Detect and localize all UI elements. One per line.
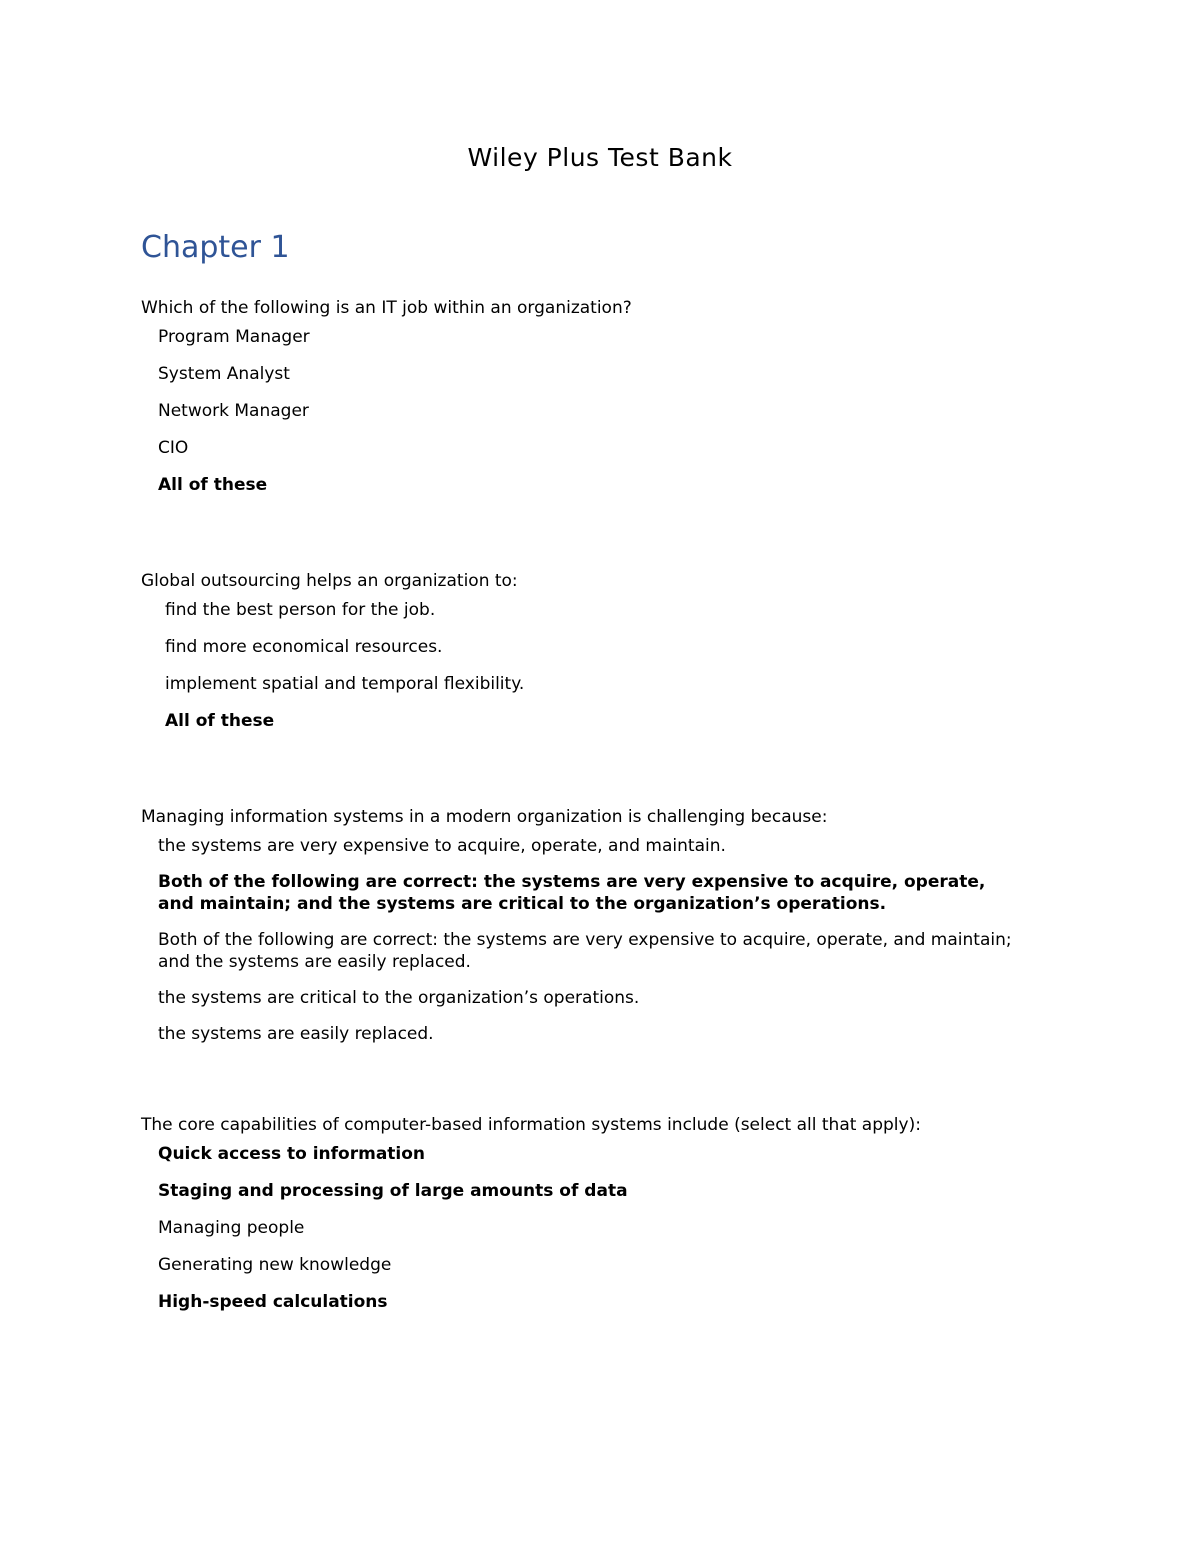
document-title: Wiley Plus Test Bank: [467, 143, 733, 172]
correct-answer-option: Both of the following are correct: the systems are very expensive to acquire, operate, and maintain; and the systems are critical to the organization’s operations.: [158, 872, 986, 914]
answer-option: the systems are easily replaced.: [158, 1024, 434, 1044]
correct-answer-option: High-speed calculations: [158, 1292, 388, 1312]
answer-option: find the best person for the job.: [165, 600, 436, 620]
correct-answer-option: All of these: [158, 475, 268, 495]
answer-option: Managing people: [158, 1218, 305, 1238]
option-list: [158, 1143, 1041, 1313]
answer-option: Both of the following are correct: the systems are very expensive to acquire, operate, and maintain; and the systems are easily replaced.: [158, 930, 1012, 972]
answer-option: the systems are very expensive to acquire, operate, and maintain.: [158, 836, 726, 856]
question-block: [141, 806, 1041, 1059]
question-block: [141, 570, 1041, 747]
option-list: [158, 326, 1041, 496]
answer-option: System Analyst: [158, 364, 290, 384]
answer-option: Program Manager: [158, 327, 310, 347]
question-block: [141, 1114, 1041, 1328]
option-list: [165, 599, 1041, 732]
question-text: The core capabilities of computer-based information systems include (select all that apply):: [141, 1115, 921, 1135]
question-text: Global outsourcing helps an organization to:: [141, 571, 518, 591]
correct-answer-option: Quick access to information: [158, 1144, 426, 1164]
answer-option: Generating new knowledge: [158, 1255, 392, 1275]
answer-option: CIO: [158, 438, 189, 458]
correct-answer-option: Staging and processing of large amounts of data: [158, 1181, 628, 1201]
question-text: Which of the following is an IT job within an organization?: [141, 298, 632, 318]
answer-option: Network Manager: [158, 401, 309, 421]
correct-answer-option: All of these: [165, 711, 275, 731]
answer-option: find more economical resources.: [165, 637, 443, 657]
chapter-heading: Chapter 1: [141, 230, 290, 265]
question-text: Managing information systems in a modern organization is challenging because:: [141, 807, 828, 827]
option-list: [158, 835, 1018, 1045]
question-block: [141, 297, 1041, 511]
answer-option: the systems are critical to the organization’s operations.: [158, 988, 640, 1008]
answer-option: implement spatial and temporal flexibility.: [165, 674, 525, 694]
